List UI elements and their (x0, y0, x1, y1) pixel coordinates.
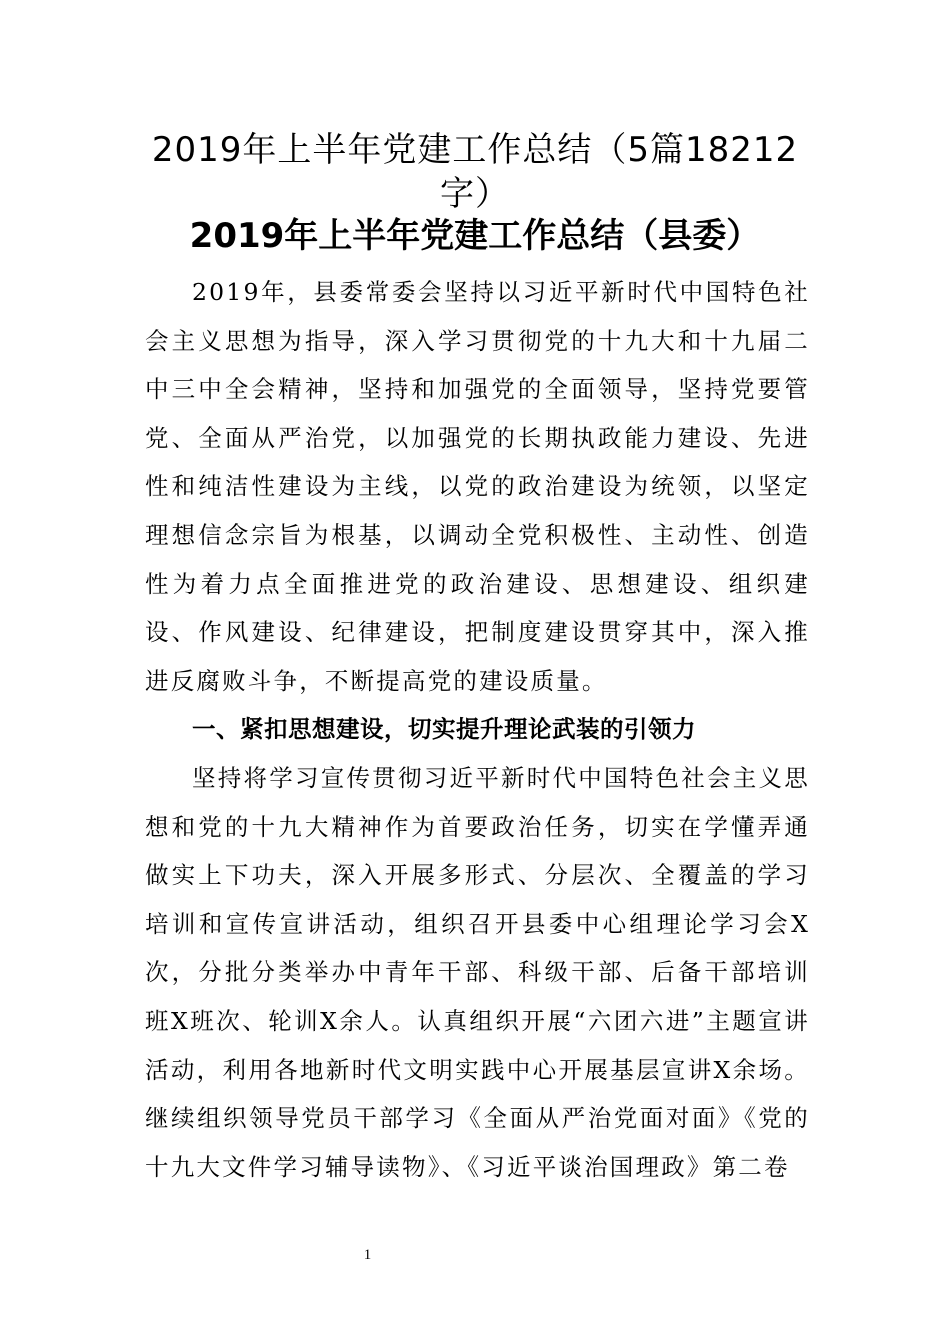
document-body (145, 268, 810, 1191)
page-number: 1 (363, 1247, 372, 1263)
document-subtitle: 2019年上半年党建工作总结（县委） (189, 216, 761, 256)
intro-paragraph: 2019年，县委常委会坚持以习近平新时代中国特色社会主义思想为指导，深入学习贯彻党的十九大和十九届二中三中全会精神，坚持和加强党的全面领导，坚持党要管党、全面从严治党，以加强党的长期执政能力建设、先进性和纯洁性建设为主线，以党的政治建设为统领，以坚定理想信念宗旨为根基，以调动全党积极性、主动性、创造性为着力点全面推进党的政治建设、思想建设、组织建设、作风建设、纪律建设，把制度建设贯穿其中，深入推进反腐败斗争，不断提高党的建设质量。 (145, 278, 810, 695)
section-heading: 一、紧扣思想建设，切实提升理论武装的引领力 (192, 715, 696, 744)
document-title: 2019年上半年党建工作总结（5篇18212字） (151, 130, 799, 214)
section-paragraph: 坚持将学习宣传贯彻习近平新时代中国特色社会主义思想和党的十九大精神作为首要政治任务，切实在学懂弄通做实上下功夫，深入开展多形式、分层次、全覆盖的学习培训和宣传宣讲活动，组织召开县委中心组理论学习会X次，分批分类举办中青年干部、科级干部、后备干部培训班X班次、轮训X余人。认真组织开展“六团六进”主题宣讲活动，利用各地新时代文明实践中心开展基层宣讲X余场。继续组织领导党员干部学习《全面从严治党面对面》《党的十九大文件学习辅导读物》、《习近平谈治国理政》第二卷 (145, 763, 810, 1181)
